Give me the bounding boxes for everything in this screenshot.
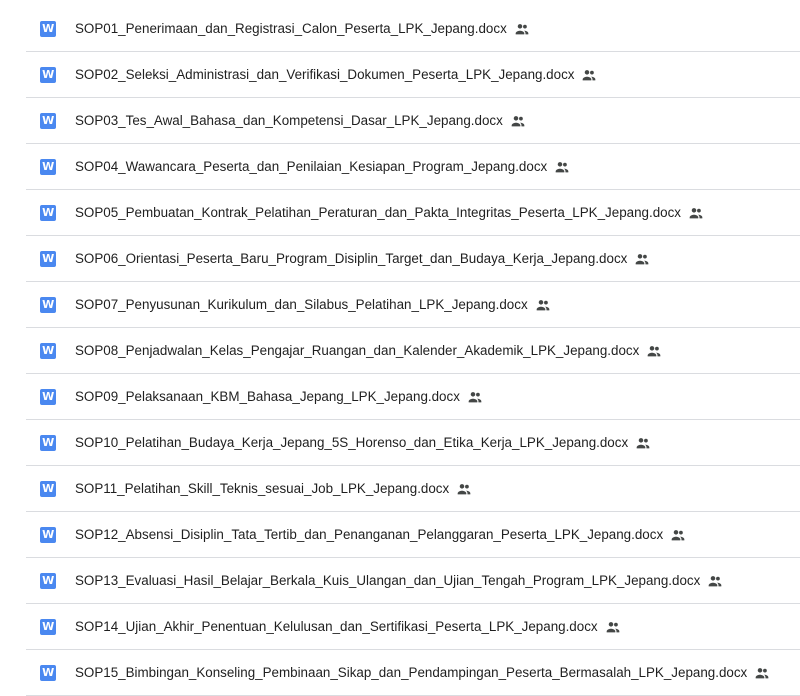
file-name[interactable]: SOP06_Orientasi_Peserta_Baru_Program_Disiplin_Target_dan_Budaya_Kerja_Jepang.docx xyxy=(75,251,628,266)
file-row[interactable] xyxy=(26,52,800,98)
shared-people-icon xyxy=(581,67,597,83)
word-doc-icon-letter: W xyxy=(42,344,54,357)
word-doc-icon xyxy=(40,113,56,129)
word-doc-icon xyxy=(40,389,56,405)
word-doc-icon-letter: W xyxy=(42,68,54,81)
file-name[interactable]: SOP13_Evaluasi_Hasil_Belajar_Berkala_Kuis_Ulangan_dan_Ujian_Tengah_Program_LPK_Jepang.docx xyxy=(75,573,701,588)
file-row[interactable] xyxy=(26,282,800,328)
shared-people-icon xyxy=(754,665,770,681)
file-name[interactable]: SOP09_Pelaksanaan_KBM_Bahasa_Jepang_LPK_Jepang.docx xyxy=(75,389,460,404)
file-row[interactable] xyxy=(26,374,800,420)
file-row[interactable] xyxy=(26,558,800,604)
file-name[interactable]: SOP07_Penyusunan_Kurikulum_dan_Silabus_Pelatihan_LPK_Jepang.docx xyxy=(75,297,528,312)
word-doc-icon-letter: W xyxy=(42,666,54,679)
word-doc-icon xyxy=(40,481,56,497)
word-doc-icon-letter: W xyxy=(42,114,54,127)
file-name[interactable]: SOP11_Pelatihan_Skill_Teknis_sesuai_Job_LPK_Jepang.docx xyxy=(75,481,450,496)
file-name[interactable]: SOP05_Pembuatan_Kontrak_Pelatihan_Peraturan_dan_Pakta_Integritas_Peserta_LPK_Jepang.docx xyxy=(75,205,681,220)
word-doc-icon-letter: W xyxy=(42,252,54,265)
file-row[interactable] xyxy=(26,420,800,466)
file-name[interactable]: SOP01_Penerimaan_dan_Registrasi_Calon_Peserta_LPK_Jepang.docx xyxy=(75,21,507,36)
shared-people-icon xyxy=(646,343,662,359)
file-row[interactable] xyxy=(26,650,800,696)
file-name[interactable]: SOP04_Wawancara_Peserta_dan_Penilaian_Kesiapan_Program_Jepang.docx xyxy=(75,159,548,174)
word-doc-icon-letter: W xyxy=(42,574,54,587)
word-doc-icon xyxy=(40,251,56,267)
word-doc-icon-letter: W xyxy=(42,298,54,311)
word-doc-icon xyxy=(40,159,56,175)
word-doc-icon xyxy=(40,619,56,635)
word-doc-icon-letter: W xyxy=(42,528,54,541)
shared-people-icon xyxy=(510,113,526,129)
word-doc-icon-letter: W xyxy=(42,390,54,403)
file-row[interactable] xyxy=(26,144,800,190)
file-name[interactable]: SOP02_Seleksi_Administrasi_dan_Verifikasi_Dokumen_Peserta_LPK_Jepang.docx xyxy=(75,67,575,82)
shared-people-icon xyxy=(635,435,651,451)
shared-people-icon xyxy=(688,205,704,221)
word-doc-icon-letter: W xyxy=(42,436,54,449)
shared-people-icon xyxy=(514,21,530,37)
shared-people-icon xyxy=(456,481,472,497)
word-doc-icon xyxy=(40,21,56,37)
file-row[interactable] xyxy=(26,512,800,558)
word-doc-icon xyxy=(40,435,56,451)
word-doc-icon-letter: W xyxy=(42,22,54,35)
file-row[interactable] xyxy=(26,190,800,236)
word-doc-icon xyxy=(40,573,56,589)
shared-people-icon xyxy=(707,573,723,589)
word-doc-icon xyxy=(40,297,56,313)
file-name[interactable]: SOP15_Bimbingan_Konseling_Pembinaan_Sikap_dan_Pendampingan_Peserta_Bermasalah_LPK_Jepang.docx xyxy=(75,665,748,680)
word-doc-icon-letter: W xyxy=(42,620,54,633)
file-name[interactable]: SOP08_Penjadwalan_Kelas_Pengajar_Ruangan_dan_Kalender_Akademik_LPK_Jepang.docx xyxy=(75,343,640,358)
shared-people-icon xyxy=(554,159,570,175)
word-doc-icon xyxy=(40,343,56,359)
word-doc-icon xyxy=(40,67,56,83)
shared-people-icon xyxy=(634,251,650,267)
word-doc-icon xyxy=(40,665,56,681)
word-doc-icon-letter: W xyxy=(42,206,54,219)
file-row[interactable] xyxy=(26,466,800,512)
word-doc-icon-letter: W xyxy=(42,160,54,173)
file-name[interactable]: SOP03_Tes_Awal_Bahasa_dan_Kompetensi_Dasar_LPK_Jepang.docx xyxy=(75,113,503,128)
shared-people-icon xyxy=(467,389,483,405)
word-doc-icon-letter: W xyxy=(42,482,54,495)
file-row[interactable] xyxy=(26,236,800,282)
file-name[interactable]: SOP12_Absensi_Disiplin_Tata_Tertib_dan_Penanganan_Pelanggaran_Peserta_LPK_Jepang.docx xyxy=(75,527,664,542)
file-row[interactable] xyxy=(26,604,800,650)
file-row[interactable] xyxy=(26,98,800,144)
file-name[interactable]: SOP10_Pelatihan_Budaya_Kerja_Jepang_5S_Horenso_dan_Etika_Kerja_LPK_Jepang.docx xyxy=(75,435,629,450)
file-row[interactable] xyxy=(26,328,800,374)
shared-people-icon xyxy=(605,619,621,635)
file-name[interactable]: SOP14_Ujian_Akhir_Penentuan_Kelulusan_dan_Sertifikasi_Peserta_LPK_Jepang.docx xyxy=(75,619,598,634)
shared-people-icon xyxy=(535,297,551,313)
word-doc-icon xyxy=(40,205,56,221)
word-doc-icon xyxy=(40,527,56,543)
shared-people-icon xyxy=(670,527,686,543)
file-row[interactable] xyxy=(26,6,800,52)
